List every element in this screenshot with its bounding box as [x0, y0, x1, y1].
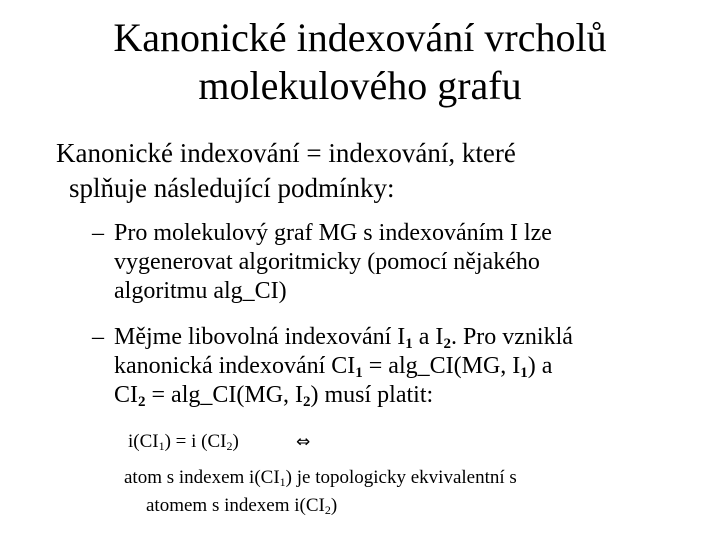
subscript: 1 [158, 439, 165, 453]
subscript: 2 [226, 439, 233, 453]
atom-equivalence-line-2 [146, 494, 337, 518]
equality-line [128, 430, 239, 454]
sub-bullet-2-line-3 [114, 382, 433, 408]
main-bullet [56, 136, 696, 206]
subscript: 1 [355, 365, 363, 381]
text: ) = i (CI [164, 431, 227, 452]
sub-bullet-1-line-2: vygenerovat algoritmicky (pomocí nějakého [114, 249, 540, 275]
sub-bullet-1-line-3: algoritmu alg_CI) [114, 278, 287, 304]
dash-marker: – [92, 324, 104, 350]
subscript: 2 [324, 503, 331, 517]
subscript: 1 [520, 365, 528, 381]
subscript: 1 [405, 336, 413, 352]
text: = alg_CI(MG, I [145, 382, 304, 408]
sub-bullet-1-line-1: Pro molekulový graf MG s indexováním I lze [114, 220, 552, 246]
slide-title [0, 14, 720, 110]
text: ) musí platit: [310, 382, 434, 408]
subscript: 2 [443, 336, 451, 352]
text: = alg_CI(MG, I [362, 353, 521, 379]
text: kanonická indexování CI [114, 353, 356, 379]
subscript: 2 [303, 394, 311, 410]
title-line-2: molekulového grafu [198, 63, 522, 108]
main-bullet-line-2: splňuje následující podmínky: [69, 173, 395, 203]
text: ) a [527, 353, 553, 379]
subscript: 2 [138, 394, 146, 410]
text: Mějme libovolná indexování I [114, 324, 406, 350]
text: ) [232, 431, 239, 452]
title-line-1: Kanonické indexování vrcholů [113, 15, 607, 60]
text: atomem s indexem i(CI [146, 495, 325, 516]
equivalence-arrow-icon: ⇔ [296, 432, 311, 452]
sub-bullet-1 [92, 219, 692, 306]
text: . Pro vzniklá [450, 324, 573, 350]
text: ) [330, 495, 338, 516]
sub-bullet-2 [92, 323, 692, 410]
subscript: 1 [279, 475, 286, 489]
dash-marker: – [92, 220, 104, 246]
text: ) je topologicky ekvivalentní s [285, 467, 517, 488]
text: i(CI [128, 431, 159, 452]
atom-equivalence-line-1 [124, 466, 517, 490]
sub-bullet-2-line-2 [114, 353, 552, 379]
main-bullet-line-1: Kanonické indexování = indexování, které [56, 138, 516, 168]
text: CI [114, 382, 138, 408]
sub-bullet-2-line-1 [114, 324, 573, 350]
text: atom s indexem i(CI [124, 467, 280, 488]
text: a I [412, 324, 444, 350]
